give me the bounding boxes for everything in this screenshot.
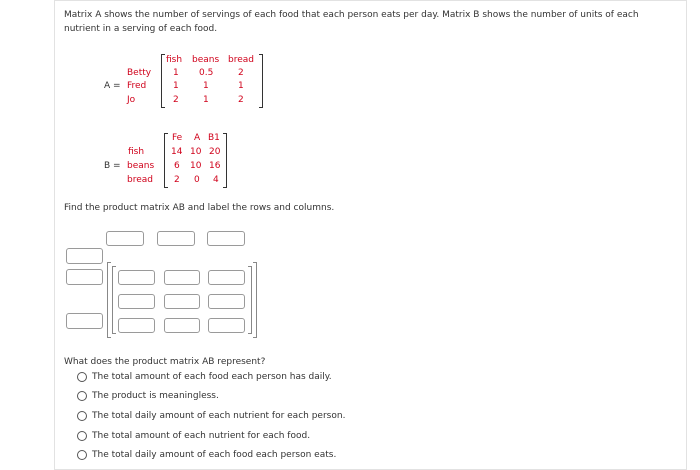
answer-right-bracket: [253, 262, 257, 338]
option-label-1[interactable]: The total amount of each food each person has daily.: [92, 372, 332, 382]
answer-left-bracket: [107, 262, 111, 338]
matrix-a-col-header: fish: [166, 55, 183, 65]
matrix-b-right-bracket: [223, 133, 227, 188]
option-radio-2[interactable]: [77, 391, 87, 401]
matrix-b-col-header: B1: [208, 133, 220, 143]
option-radio-5[interactable]: [77, 450, 87, 460]
matrix-a-col-header: bread: [228, 55, 254, 65]
matrix-a-cell: 1: [203, 81, 209, 91]
product-cell-input-2-2[interactable]: [164, 294, 200, 309]
row-label-input-1[interactable]: [66, 248, 103, 264]
product-cell-input-3-1[interactable]: [118, 318, 155, 333]
matrix-a-cell: 2: [238, 95, 244, 105]
product-prompt: Find the product matrix AB and label the rows and columns.: [64, 203, 335, 213]
matrix-a-left-bracket: [161, 54, 165, 108]
column-label-input-3[interactable]: [207, 231, 245, 246]
product-cell-input-1-1[interactable]: [118, 270, 155, 285]
intro-line-1: Matrix A shows the number of servings of each food that each person eats per day. Matrix B shows the number of units of each: [64, 10, 639, 20]
option-radio-4[interactable]: [77, 431, 87, 441]
option-label-5[interactable]: The total daily amount of each food each person eats.: [92, 450, 337, 460]
matrix-b-row-label: fish: [128, 147, 145, 157]
matrix-a-right-bracket: [259, 54, 263, 108]
matrix-b-cell: 16: [209, 161, 221, 171]
column-label-input-1[interactable]: [106, 231, 144, 246]
matrix-a-cell: 1: [173, 81, 179, 91]
option-label-4[interactable]: The total amount of each nutrient for each food.: [92, 431, 311, 441]
matrix-a-cell: 2: [238, 68, 244, 78]
matrix-a-cell: 1: [173, 68, 179, 78]
matrix-a-row-label: Betty: [127, 68, 152, 78]
matrix-a-row-label: Fred: [127, 81, 147, 91]
matrix-b-col-header: Fe: [172, 133, 183, 143]
matrix-b-col-header: A: [194, 133, 201, 143]
matrix-b-cell: 6: [174, 161, 180, 171]
option-label-2[interactable]: The product is meaningless.: [92, 391, 219, 401]
intro-line-2: nutrient in a serving of each food.: [64, 24, 218, 34]
product-cell-input-1-3[interactable]: [208, 270, 245, 285]
matrix-a-cell: 2: [173, 95, 179, 105]
matrix-b-cell: 20: [209, 147, 221, 157]
matrix-b-cell: 0: [194, 175, 200, 185]
product-cell-input-2-1[interactable]: [118, 294, 155, 309]
matrix-a-cell: 1: [238, 81, 244, 91]
product-cell-input-2-3[interactable]: [208, 294, 245, 309]
product-cell-input-3-3[interactable]: [208, 318, 245, 333]
matrix-a-cell: 1: [203, 95, 209, 105]
option-radio-1[interactable]: [77, 372, 87, 382]
option-label-3[interactable]: The total daily amount of each nutrient for each person.: [92, 411, 346, 421]
matrix-b-name: B =: [104, 161, 121, 171]
matrix-a-col-header: beans: [192, 55, 220, 65]
matrix-b-left-bracket: [164, 133, 168, 188]
question-text: What does the product matrix AB represent?: [64, 357, 266, 367]
matrix-a-row-label: Jo: [127, 95, 136, 105]
matrix-a-cell: 0.5: [199, 68, 214, 78]
matrix-b-cell: 4: [213, 175, 219, 185]
answer-inner-left-bracket: [112, 266, 116, 334]
matrix-b-cell: 2: [174, 175, 180, 185]
product-cell-input-1-2[interactable]: [164, 270, 200, 285]
matrix-a-name: A =: [104, 81, 121, 91]
matrix-b-cell: 10: [190, 161, 202, 171]
row-label-input-3[interactable]: [66, 313, 103, 329]
matrix-b-cell: 14: [171, 147, 183, 157]
matrix-b-row-label: bread: [127, 175, 153, 185]
row-label-input-2[interactable]: [66, 269, 103, 285]
column-label-input-2[interactable]: [157, 231, 195, 246]
option-radio-3[interactable]: [77, 411, 87, 421]
product-cell-input-3-2[interactable]: [164, 318, 200, 333]
answer-inner-right-bracket: [248, 266, 252, 334]
matrix-b-row-label: beans: [127, 161, 155, 171]
matrix-b-cell: 10: [190, 147, 202, 157]
